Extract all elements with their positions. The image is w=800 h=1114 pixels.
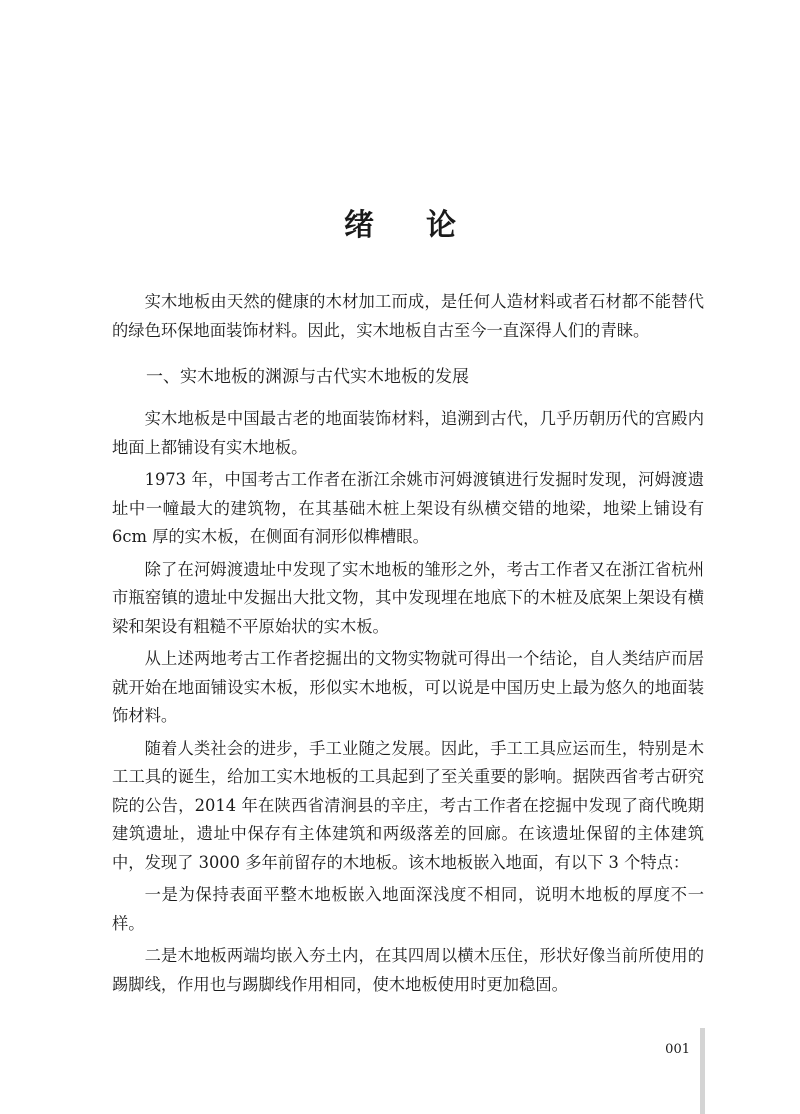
paragraph: 实木地板是中国最古老的地面装饰材料，追溯到古代，几乎历朝历代的宫殿内地面上都铺设有实木地板。 <box>112 409 704 457</box>
title-char-2: 论 <box>426 208 456 243</box>
page-title <box>0 200 800 244</box>
paragraph: 1973 年，中国考古工作者在浙江余姚市河姆渡镇进行发掘时发现，河姆渡遗址中一幢最大的建筑物，在其基础木桩上架设有纵横交错的地梁，地梁上铺设有 6cm 厚的实木板，在侧面有洞形似榫槽眼。 <box>112 470 704 546</box>
paragraph: 随着人类社会的进步，手工业随之发展。因此，手工工具应运而生，特别是木工工具的诞生，给加工实木地板的工具起到了至关重要的影响。据陕西省考古研究院的公告，2014 年在陕西省清涧县的辛庄，考古工作者在挖掘中发现了商代晚期建筑遗址，遗址中保存有主体建筑和两级落差的回廊。在该遗址保留的主体建筑中，发现了 3000 多年前留存的木地板。该木地板嵌入地面，有以下 3 个特点： <box>112 738 704 872</box>
paragraph: 一是为保持表面平整木地板嵌入地面深浅度不相同，说明木地板的厚度不一样。 <box>112 885 704 933</box>
page-edge-bar <box>700 1028 705 1114</box>
paragraph: 二是木地板两端均嵌入夯土内，在其四周以横木压住，形状好像当前所使用的踢脚线，作用也与踢脚线作用相同，使木地板使用时更加稳固。 <box>112 946 704 994</box>
body-text <box>112 288 704 1003</box>
page-number: 001 <box>665 1042 690 1057</box>
intro-paragraph: 实木地板由天然的健康的木材加工而成，是任何人造材料或者石材都不能替代的绿色环保地面装饰材料。因此，实木地板自古至今一直深得人们的青睐。 <box>112 292 704 340</box>
title-char-1: 绪 <box>344 208 374 243</box>
section-heading: 一、实木地板的渊源与古代实木地板的发展 <box>146 367 469 387</box>
paragraph: 从上述两地考古工作者挖掘出的文物实物就可得出一个结论，自人类结庐而居就开始在地面铺设实木板，形似实木地板，可以说是中国历史上最为悠久的地面装饰材料。 <box>112 649 704 725</box>
paragraph: 除了在河姆渡遗址中发现了实木地板的雏形之外，考古工作者又在浙江省杭州市瓶窑镇的遗址中发掘出大批文物，其中发现埋在地底下的木桩及底架上架设有横梁和架设有粗糙不平原始状的实木板。 <box>112 559 704 636</box>
